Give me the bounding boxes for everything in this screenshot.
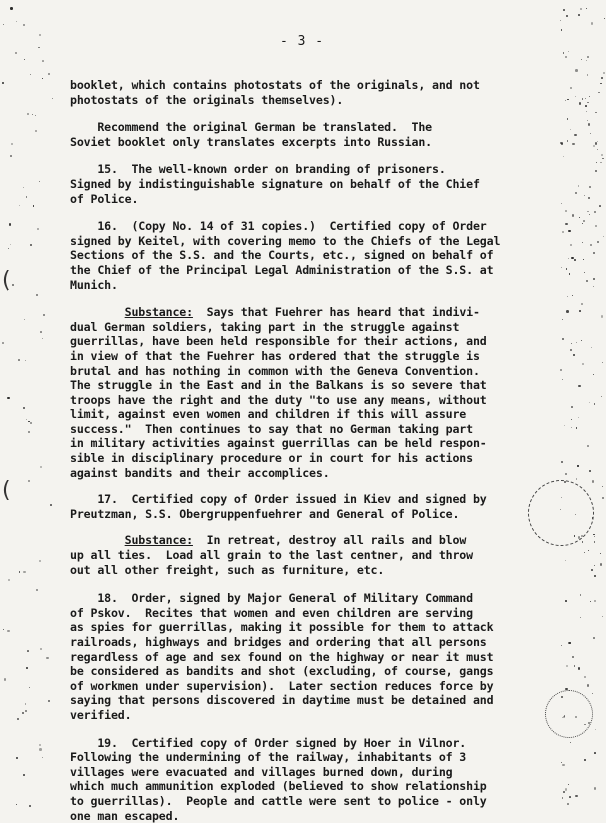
speck: [30, 74, 31, 75]
speck: [594, 600, 596, 602]
speck: [594, 565, 595, 566]
speck: [10, 244, 11, 245]
speck: [563, 791, 565, 793]
speck: [30, 244, 32, 246]
speck: [580, 8, 582, 10]
speck: [587, 684, 590, 687]
speck: [52, 98, 54, 100]
paragraph: [70, 591, 590, 722]
speck: [577, 465, 578, 466]
text-line: troops have the right and the duty "to use any means, without: [70, 392, 487, 407]
text-line: Sections of the S.S. and the Courts, etc., signed on behalf of: [70, 248, 494, 263]
speck: [562, 231, 564, 233]
text-line: 15. The well-known order on branding of prisoners.: [70, 162, 446, 177]
speck: [25, 360, 26, 361]
speck: [585, 105, 587, 107]
speck: [565, 56, 567, 58]
speck: [578, 385, 581, 388]
text-line: Recommend the original German be translated. The: [70, 120, 432, 135]
speck: [2, 342, 4, 344]
speck: [3, 24, 4, 25]
speck: [4, 678, 7, 681]
text-line: in view of that the Fuehrer has ordered that the struggle is: [70, 348, 480, 363]
speck: [602, 362, 603, 363]
text-line: Munich.: [70, 277, 118, 292]
speck: [587, 56, 589, 58]
speck: [579, 310, 581, 312]
speck: [9, 223, 11, 225]
speck: [594, 536, 595, 537]
speck: [590, 244, 592, 246]
stamp-mark-2: [545, 690, 593, 738]
speck: [589, 96, 590, 97]
speck: [583, 220, 585, 222]
paragraph-gap: [70, 480, 590, 492]
page-number: - 3 -: [280, 34, 325, 49]
speck: [600, 563, 602, 565]
speck: [36, 294, 38, 296]
speck: [594, 211, 596, 213]
speck: [602, 616, 603, 617]
speck: [586, 280, 588, 282]
speck: [566, 310, 569, 313]
speck: [579, 102, 581, 104]
speck: [565, 473, 567, 475]
paragraph: [70, 492, 590, 521]
speck: [50, 504, 52, 506]
speck: [563, 52, 565, 54]
speck: [25, 703, 27, 705]
text-line: success." Then continues to say that no German taking part: [70, 421, 473, 436]
speck: [28, 431, 30, 433]
text-line: out all other freight, such as furniture, etc.: [70, 562, 385, 577]
speck: [579, 217, 580, 218]
text-line: 18. Order, signed by Major General of Military Command: [70, 591, 473, 606]
text-line: of workmen under supervision). Later section reduces force by: [70, 678, 494, 693]
speck: [594, 541, 596, 543]
speck: [25, 710, 27, 712]
speck: [601, 396, 602, 397]
speck: [586, 60, 587, 61]
text-line: of Police.: [70, 191, 139, 206]
speck: [593, 278, 596, 281]
paragraph-gap: [70, 521, 590, 533]
speck: [567, 140, 568, 141]
speck: [561, 645, 562, 646]
speck: [39, 744, 41, 746]
text-line: Following the undermining of the railway, inhabitants of 3: [70, 750, 467, 765]
speck: [587, 74, 588, 75]
speck: [588, 123, 590, 125]
text-line: the Chief of the Principal Legal Administration of the S.S. at: [70, 262, 494, 277]
speck: [40, 648, 42, 650]
speck: [590, 601, 591, 602]
speck: [565, 210, 567, 212]
speck: [602, 497, 603, 498]
speck: [591, 569, 593, 571]
paragraph: [70, 736, 590, 823]
speck: [26, 419, 27, 420]
speck: [594, 752, 596, 754]
text-line: booklet, which contains photostats of the originals, and not: [70, 78, 480, 92]
margin-bracket: (: [2, 268, 11, 293]
speck: [27, 650, 29, 652]
speck: [36, 589, 38, 591]
speck: [32, 114, 33, 115]
speck: [603, 72, 605, 74]
speck: [39, 34, 41, 36]
speck: [19, 571, 21, 573]
speck: [10, 7, 12, 9]
speck: [563, 9, 565, 11]
speck: [586, 8, 587, 9]
speck: [593, 374, 595, 376]
text-line: dual German soldiers, taking part in the struggle against: [70, 319, 460, 334]
text-line: to guerrillas). People and cattle were sent to police - only: [70, 793, 487, 808]
text-line: signed by Keitel, with covering memo to the Chiefs of the Legal: [70, 233, 501, 248]
text-line: 17. Certified copy of Order issued in Kiev and signed by: [70, 492, 487, 507]
paragraph: [70, 120, 590, 149]
speck: [593, 637, 595, 639]
speck: [24, 59, 25, 60]
speck: [23, 407, 25, 409]
speck: [26, 196, 28, 198]
speck: [582, 541, 584, 543]
speck: [575, 69, 578, 72]
speck: [23, 774, 25, 776]
speck: [597, 149, 598, 150]
speck: [15, 52, 17, 54]
text-line: railroads, highways and bridges and ordering that all persons: [70, 635, 487, 649]
substance-label: Substance:: [124, 533, 193, 548]
text-line: sible in disciplinary procedure or in court for his actions: [70, 451, 473, 466]
speck: [38, 47, 40, 49]
paragraph: [70, 305, 590, 480]
speck: [28, 421, 29, 422]
text-line: up all ties. Load all grain to the last centner, and throw: [70, 548, 473, 563]
text-line: photostats of the originals themselves).: [70, 92, 344, 107]
speck: [587, 445, 589, 447]
speck: [589, 186, 592, 189]
speck: [569, 796, 571, 798]
speck: [584, 195, 585, 196]
speck: [602, 158, 604, 160]
speck: [593, 252, 595, 254]
text-line: guerrillas, have been held responsible for their actions, and: [70, 334, 487, 349]
text-line: brutal and has nothing in common with the Geneva Convention.: [70, 363, 480, 378]
speck: [604, 18, 606, 20]
document-body: [70, 78, 590, 823]
speck: [560, 142, 562, 144]
speck: [46, 657, 48, 659]
speck: [28, 480, 30, 482]
speck: [26, 667, 28, 669]
speck: [39, 748, 42, 751]
speck: [17, 718, 19, 720]
speck: [16, 804, 18, 806]
paragraph-gap: [70, 149, 590, 162]
text-line: Signed by indistinguishable signature on behalf of the Chief: [70, 176, 480, 191]
speck: [42, 78, 43, 79]
speck: [18, 359, 20, 361]
speck: [582, 363, 584, 365]
substance-label: Substance:: [124, 305, 193, 320]
text-line: The struggle in the East and in the Balkans is so severe that: [70, 378, 487, 393]
stamp-mark: [528, 480, 594, 546]
speck: [582, 242, 583, 243]
text-line: one man escaped.: [70, 808, 180, 823]
speck: [598, 92, 600, 94]
speck: [560, 20, 561, 21]
speck: [43, 314, 45, 316]
text-line: villages were evacuated and villages burned down, during: [70, 764, 453, 779]
speck: [3, 629, 5, 631]
speck: [16, 757, 18, 759]
text-line: saying that persons discovered in daytime must be detained and: [70, 693, 494, 708]
speck: [602, 486, 603, 487]
speck: [23, 24, 25, 26]
speck: [16, 21, 17, 22]
speck: [594, 403, 595, 404]
speck: [10, 155, 12, 157]
speck: [597, 241, 599, 243]
speck: [35, 115, 36, 116]
substance-text: Says that Fuehrer has heard that indivi-: [192, 305, 480, 320]
speck: [42, 338, 43, 339]
speck: [37, 228, 39, 230]
speck: [12, 284, 14, 286]
speck: [23, 571, 25, 573]
speck: [48, 73, 50, 75]
paragraph-gap: [70, 292, 590, 305]
speck: [578, 14, 580, 16]
text-line: limit, against even women and children if this will assure: [70, 407, 467, 422]
speck: [561, 29, 563, 31]
speck: [35, 130, 37, 132]
text-line: 19. Certified copy of Order signed by Hoer in Vilnor.: [70, 735, 467, 750]
speck: [568, 230, 571, 233]
speck: [599, 205, 601, 207]
speck: [593, 534, 595, 536]
speck: [581, 59, 582, 60]
speck: [581, 340, 582, 341]
speck: [603, 236, 604, 237]
paragraph-gap: [70, 107, 590, 120]
speck: [589, 470, 591, 472]
speck: [595, 729, 596, 730]
speck: [11, 143, 13, 145]
speck: [582, 223, 583, 224]
speck: [19, 205, 20, 206]
speck: [565, 600, 567, 602]
paragraph-gap: [70, 577, 590, 591]
text-line: regardless of age and sex found on the highway or near it must: [70, 649, 494, 664]
speck: [601, 154, 603, 156]
speck: [40, 331, 42, 333]
text-line: as spies for guerrillas, making it possible for them to attack: [70, 620, 494, 635]
speck: [595, 225, 597, 227]
speck: [600, 553, 602, 555]
text-line: which much ammunition exploded (believed to show relationship: [70, 779, 487, 794]
speck: [570, 742, 571, 743]
text-line: [70, 533, 590, 548]
speck: [565, 788, 567, 790]
text-line: in military activities against guerrillas can be held respon-: [70, 436, 487, 451]
paragraph-gap: [70, 723, 590, 736]
speck: [42, 60, 44, 62]
speck: [588, 197, 590, 199]
speck: [566, 15, 568, 17]
speck: [29, 805, 31, 807]
speck: [562, 764, 565, 767]
speck: [22, 712, 24, 714]
text-line: be considered as bandits and shot (excluding, of course, gangs: [70, 664, 494, 679]
speck: [595, 142, 597, 144]
speck: [29, 687, 30, 688]
speck: [580, 617, 581, 618]
paragraph-gap: [70, 206, 590, 219]
speck: [24, 319, 25, 320]
speck: [7, 397, 9, 399]
speck: [591, 22, 593, 24]
speck: [592, 480, 595, 483]
speck: [42, 757, 43, 758]
text-line: of Pskov. Recites that women and even children are serving: [70, 605, 473, 620]
speck: [596, 162, 597, 163]
speck: [48, 700, 50, 702]
speck: [600, 162, 601, 163]
speck: [567, 118, 568, 119]
speck: [30, 422, 32, 424]
speck: [575, 795, 577, 797]
speck: [601, 77, 603, 79]
speck: [40, 466, 42, 468]
speck: [593, 145, 595, 147]
speck: [578, 667, 581, 670]
speck: [595, 170, 598, 173]
paragraph: [70, 78, 590, 107]
speck: [600, 83, 601, 84]
text-line: [70, 305, 590, 320]
speck: [568, 642, 571, 645]
speck: [7, 630, 9, 632]
speck: [568, 51, 569, 52]
paragraph: [70, 533, 590, 577]
substance-text: In retreat, destroy all rails and blow: [192, 533, 467, 548]
speck: [595, 112, 596, 113]
speck: [587, 211, 589, 213]
speck: [8, 579, 10, 581]
speck: [592, 693, 593, 694]
speck: [2, 82, 4, 84]
speck: [601, 315, 604, 318]
speck: [8, 248, 9, 249]
speck: [593, 286, 594, 287]
speck: [591, 347, 592, 348]
text-line: 16. (Copy No. 14 of 31 copies.) Certified copy of Order: [70, 219, 487, 234]
speck: [580, 594, 581, 595]
margin-bracket-2: (: [2, 478, 11, 503]
speck: [567, 803, 569, 805]
speck: [39, 560, 41, 562]
speck: [594, 787, 596, 789]
speck: [39, 181, 40, 182]
speck: [584, 552, 585, 553]
text-line: Soviet booklet only translates excerpts into Russian.: [70, 134, 432, 149]
speck: [574, 134, 577, 137]
paragraph: [70, 219, 590, 292]
text-line: verified.: [70, 707, 132, 722]
paragraph: [70, 162, 590, 206]
speck: [23, 187, 24, 188]
speck: [33, 205, 34, 206]
speck: [594, 575, 596, 577]
speck: [572, 214, 574, 216]
text-line: against bandits and their accomplices.: [70, 465, 330, 480]
speck: [566, 665, 568, 667]
text-line: Preutzman, S.S. Obergruppenfuehrer and General of Police.: [70, 506, 460, 521]
speck: [27, 113, 29, 115]
